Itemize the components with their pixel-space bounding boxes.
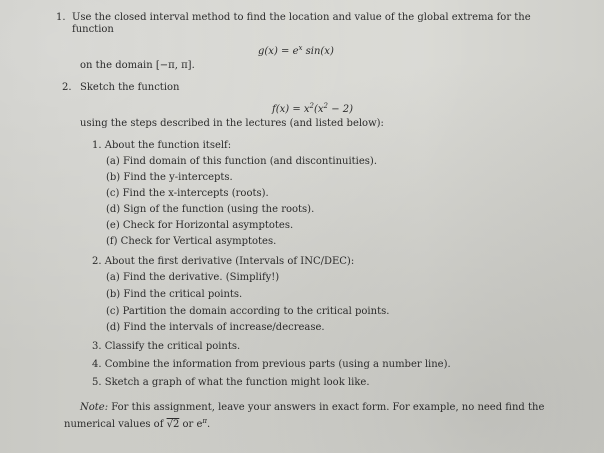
problem-1-domain: on the domain [−π, π]. (80, 60, 195, 71)
step-2-label: 2. About the first derivative (Intervals of INC/DEC): (92, 256, 355, 267)
problem-2-title: Sketch the function (80, 82, 180, 93)
note-line2b: or e (179, 419, 203, 430)
formula-g-exponent: x (298, 44, 303, 52)
step-1d: (d) Sign of the function (using the roots). (106, 204, 315, 215)
step-1f: (f) Check for Vertical asymptotes. (106, 236, 277, 247)
step-5-label: 5. Sketch a graph of what the function might look like. (92, 377, 370, 388)
step-2b: (b) Find the critical points. (106, 289, 243, 300)
note-end: . (207, 419, 211, 430)
formula-f-mid: (x (314, 104, 324, 115)
problem-1-formula (258, 42, 334, 58)
formula-f-exp1: 2 (309, 102, 314, 110)
step-1b: (b) Find the y-intercepts. (106, 172, 233, 183)
note-line1-text: For this assignment, leave your answers in exact form. For example, no need find the (108, 402, 545, 413)
formula-f-exp2: 2 (323, 102, 329, 110)
note-line-1 (80, 402, 544, 414)
problem-2-number: 2. (62, 82, 72, 93)
note-line2a: numerical values of (64, 419, 167, 430)
problem-1-text-line2: function (72, 24, 114, 35)
note-line-2 (64, 415, 210, 431)
problem-2-intro: using the steps described in the lectures (and listed below): (80, 118, 384, 129)
formula-g-rhs: sin(x) (302, 46, 334, 57)
problem-2-formula (272, 100, 353, 116)
formula-g-lhs: g(x) = e (258, 46, 299, 57)
step-2d: (d) Find the intervals of increase/decrease. (106, 322, 325, 333)
problem-1-number: 1. (56, 12, 66, 23)
step-1-label: 1. About the function itself: (92, 140, 232, 151)
formula-f-lhs: f(x) = x (272, 104, 310, 115)
note-label: Note: (80, 402, 109, 413)
step-4-label: 4. Combine the information from previous parts (using a number line). (92, 359, 451, 370)
step-1c: (c) Find the x-intercepts (roots). (106, 188, 269, 199)
note-exponent-pi: π (202, 417, 207, 425)
note-sqrt-two: √2 (166, 419, 180, 430)
formula-f-rhs: − 2) (328, 104, 354, 115)
problem-1-text-line1: Use the closed interval method to find the location and value of the global extrema for the (72, 12, 531, 23)
step-2c: (c) Partition the domain according to the critical points. (106, 306, 390, 317)
step-3-label: 3. Classify the critical points. (92, 341, 241, 352)
step-1a: (a) Find domain of this function (and discontinuities). (106, 156, 378, 167)
step-1e: (e) Check for Horizontal asymptotes. (106, 220, 294, 231)
step-2a: (a) Find the derivative. (Simplify!) (106, 272, 280, 283)
